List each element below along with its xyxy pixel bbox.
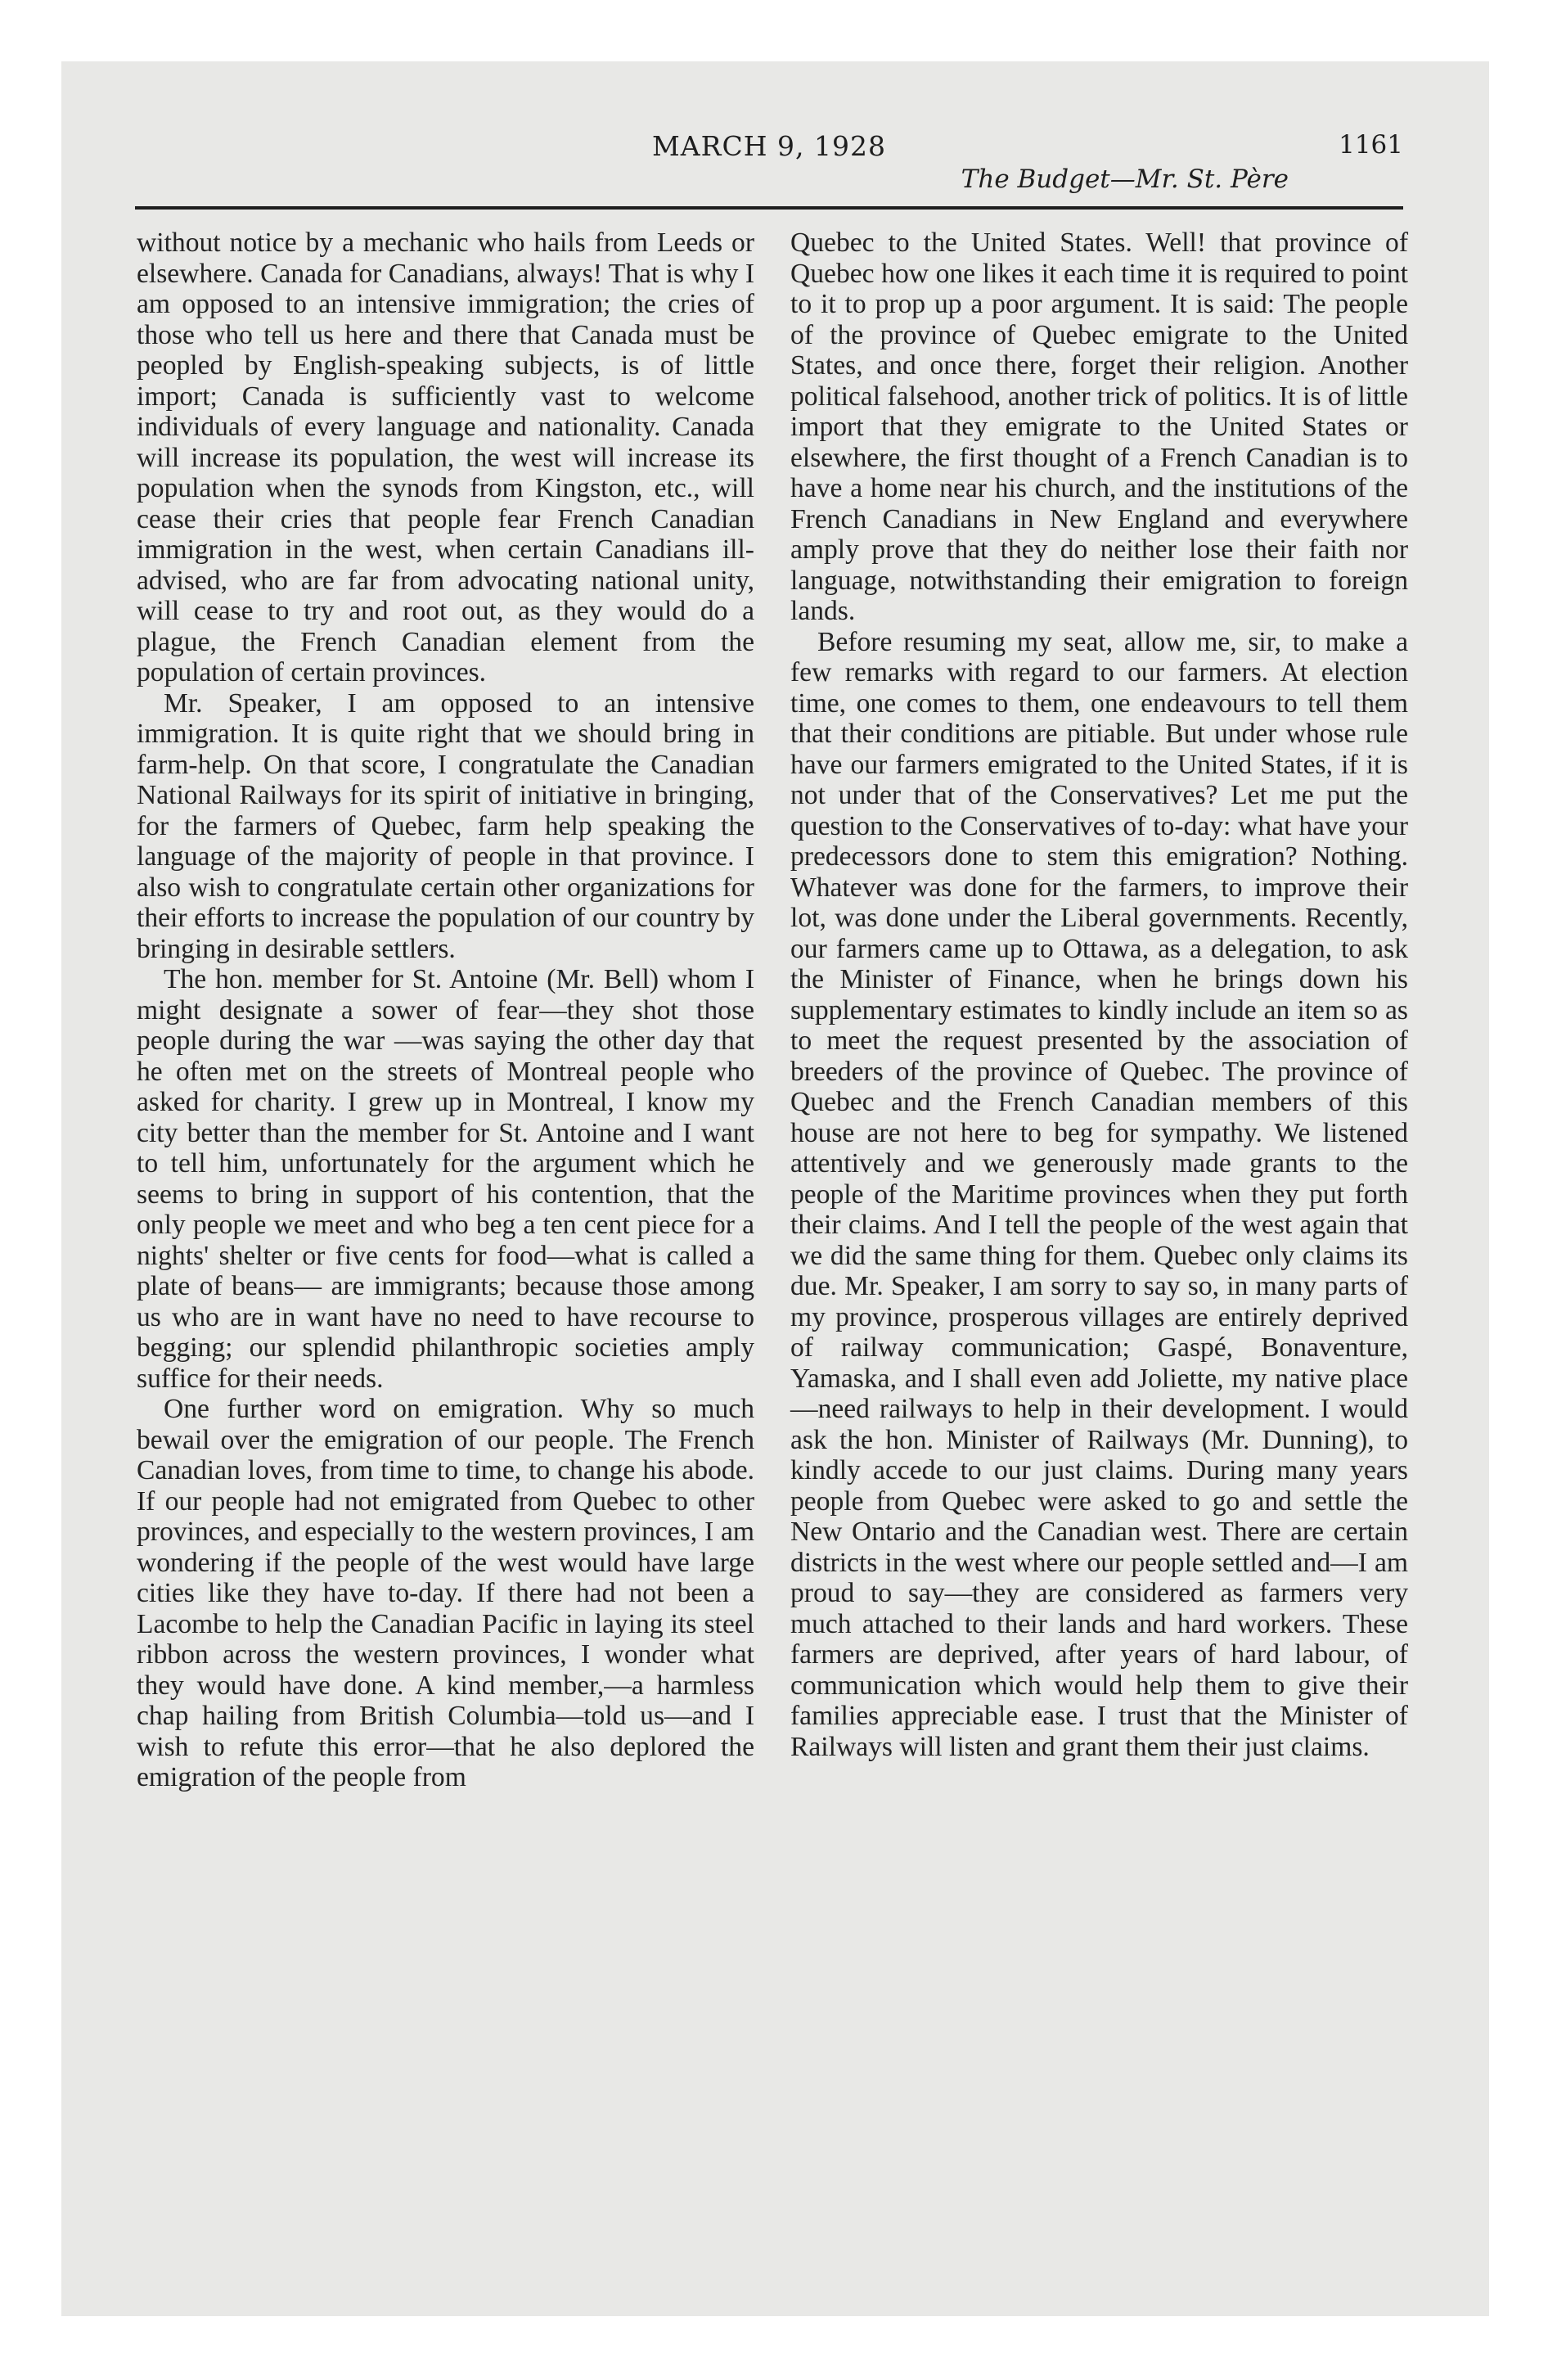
paragraph: The hon. member for St. Antoine (Mr. Bell) whom I might designate a sower of fear—they shot those people during the war —was saying the other day that he often met on the streets of Montreal people who asked for charity. I grew up in Montreal, I know my city better than the member for St. Antoine and I want to tell him, unfortunately for the argument which he seems to bring in support of his contention, that the only people we meet and who beg a ten cent piece for a nights' shelter or five cents for food—what is called a plate of beans— are immigrants; because those among us who are in want have no need to have recourse to begging; our splendid philanthropic societies amply suffice for their needs. (137, 964, 754, 1394)
running-title: The Budget—Mr. St. Père (961, 165, 1289, 194)
paragraph: Mr. Speaker, I am opposed to an intensive immigration. It is quite right that we should bring in farm-help. On that score, I congratulate the Canadian National Railways for its spirit of initiative in bringing, for the farmers of Quebec, farm help speaking the language of the majority of people in that province. I also wish to congratulate certain other organizations for their efforts to increase the population of our country by bringing in desirable settlers. (137, 687, 754, 964)
header-date: MARCH 9, 1928 (652, 130, 886, 162)
page-number: 1161 (1339, 130, 1403, 160)
left-column (137, 228, 754, 1793)
page-header (135, 127, 1403, 205)
paragraph: without notice by a mechanic who hails from Leeds or elsewhere. Canada for Canadians, always! That is why I am opposed to an intensive immigration; the cries of those who tell us here and there that Canada must be peopled by English-speaking subjects, is of little import; Canada is sufficiently vast to welcome individuals of every language and nationality. Canada will increase its population, the west will increase its population when the synods from Kingston, etc., will cease their cries that people fear French Canadian immigration in the west, when certain Canadians ill-advised, who are far from advocating national unity, will cease to try and root out, as they would do a plague, the French Canadian element from the population of certain provinces. (137, 228, 754, 687)
paragraph: Quebec to the United States. Well! that province of Quebec how one likes it each time it is required to point to it to prop up a poor argument. It is said: The people of the province of Quebec emigrate to the United States, and once there, forget their religion. Another political falsehood, another trick of politics. It is of little import that they emigrate to the United States or elsewhere, the first thought of a French Canadian is to have a home near his church, and the institutions of the French Canadians in New England and everywhere amply prove that they do neither lose their faith nor language, notwithstanding their emigration to foreign lands. (790, 228, 1408, 626)
right-column (790, 228, 1408, 1762)
paragraph: One further word on emigration. Why so much bewail over the emigration of our people. The French Canadian loves, from time to time, to change his abode. If our people had not emigrated from Quebec to other provinces, and especially to the western provinces, I am wondering if the people of the west would have large cities like they have to-day. If there had not been a Lacombe to help the Canadian Pacific in laying its steel ribbon across the western provinces, I wonder what they would have done. A kind member,—a harmless chap hailing from British Columbia—told us—and I wish to refute this error—that he also deplored the emigration of the people from (137, 1394, 754, 1792)
paragraph: Before resuming my seat, allow me, sir, to make a few remarks with regard to our farmers. At election time, one comes to them, one endeavours to tell them that their conditions are pitiable. But under whose rule have our farmers emigrated to the United States, if it is not under that of the Conservatives? Let me put the question to the Conservatives of to-day: what have your predecessors done to stem this emigration? Nothing. Whatever was done for the farmers, to improve their lot, was done under the Liberal governments. Recently, our farmers came up to Ottawa, as a delegation, to ask the Minister of Finance, when he brings down his supplementary estimates to kindly include an item so as to meet the request presented by the association of breeders of the province of Quebec. The province of Quebec and the French Canadian members of this house are not here to beg for sympathy. We listened attentively and we generously made grants to the people of the Maritime provinces when they put forth their claims. And I tell the people of the west again that we did the same thing for them. Quebec only claims its due. Mr. Speaker, I am sorry to say so, in many parts of my province, prosperous villages are entirely deprived of railway communication; Gaspé, Bonaventure, Yamaska, and I shall even add Joliette, my native place—need railways to help in their development. I would ask the hon. Minister of Railways (Mr. Dunning), to kindly accede to our just claims. During many years people from Quebec were asked to go and settle the New Ontario and the Canadian west. There are certain districts in the west where our people settled and—I am proud to say—they are considered as farmers very much attached to their lands and hard workers. These farmers are deprived, after years of hard labour, of communication which would help them to give their families appreciable ease. I trust that the Minister of Railways will listen and grant them their just claims. (790, 626, 1408, 1762)
header-rule (135, 206, 1403, 210)
